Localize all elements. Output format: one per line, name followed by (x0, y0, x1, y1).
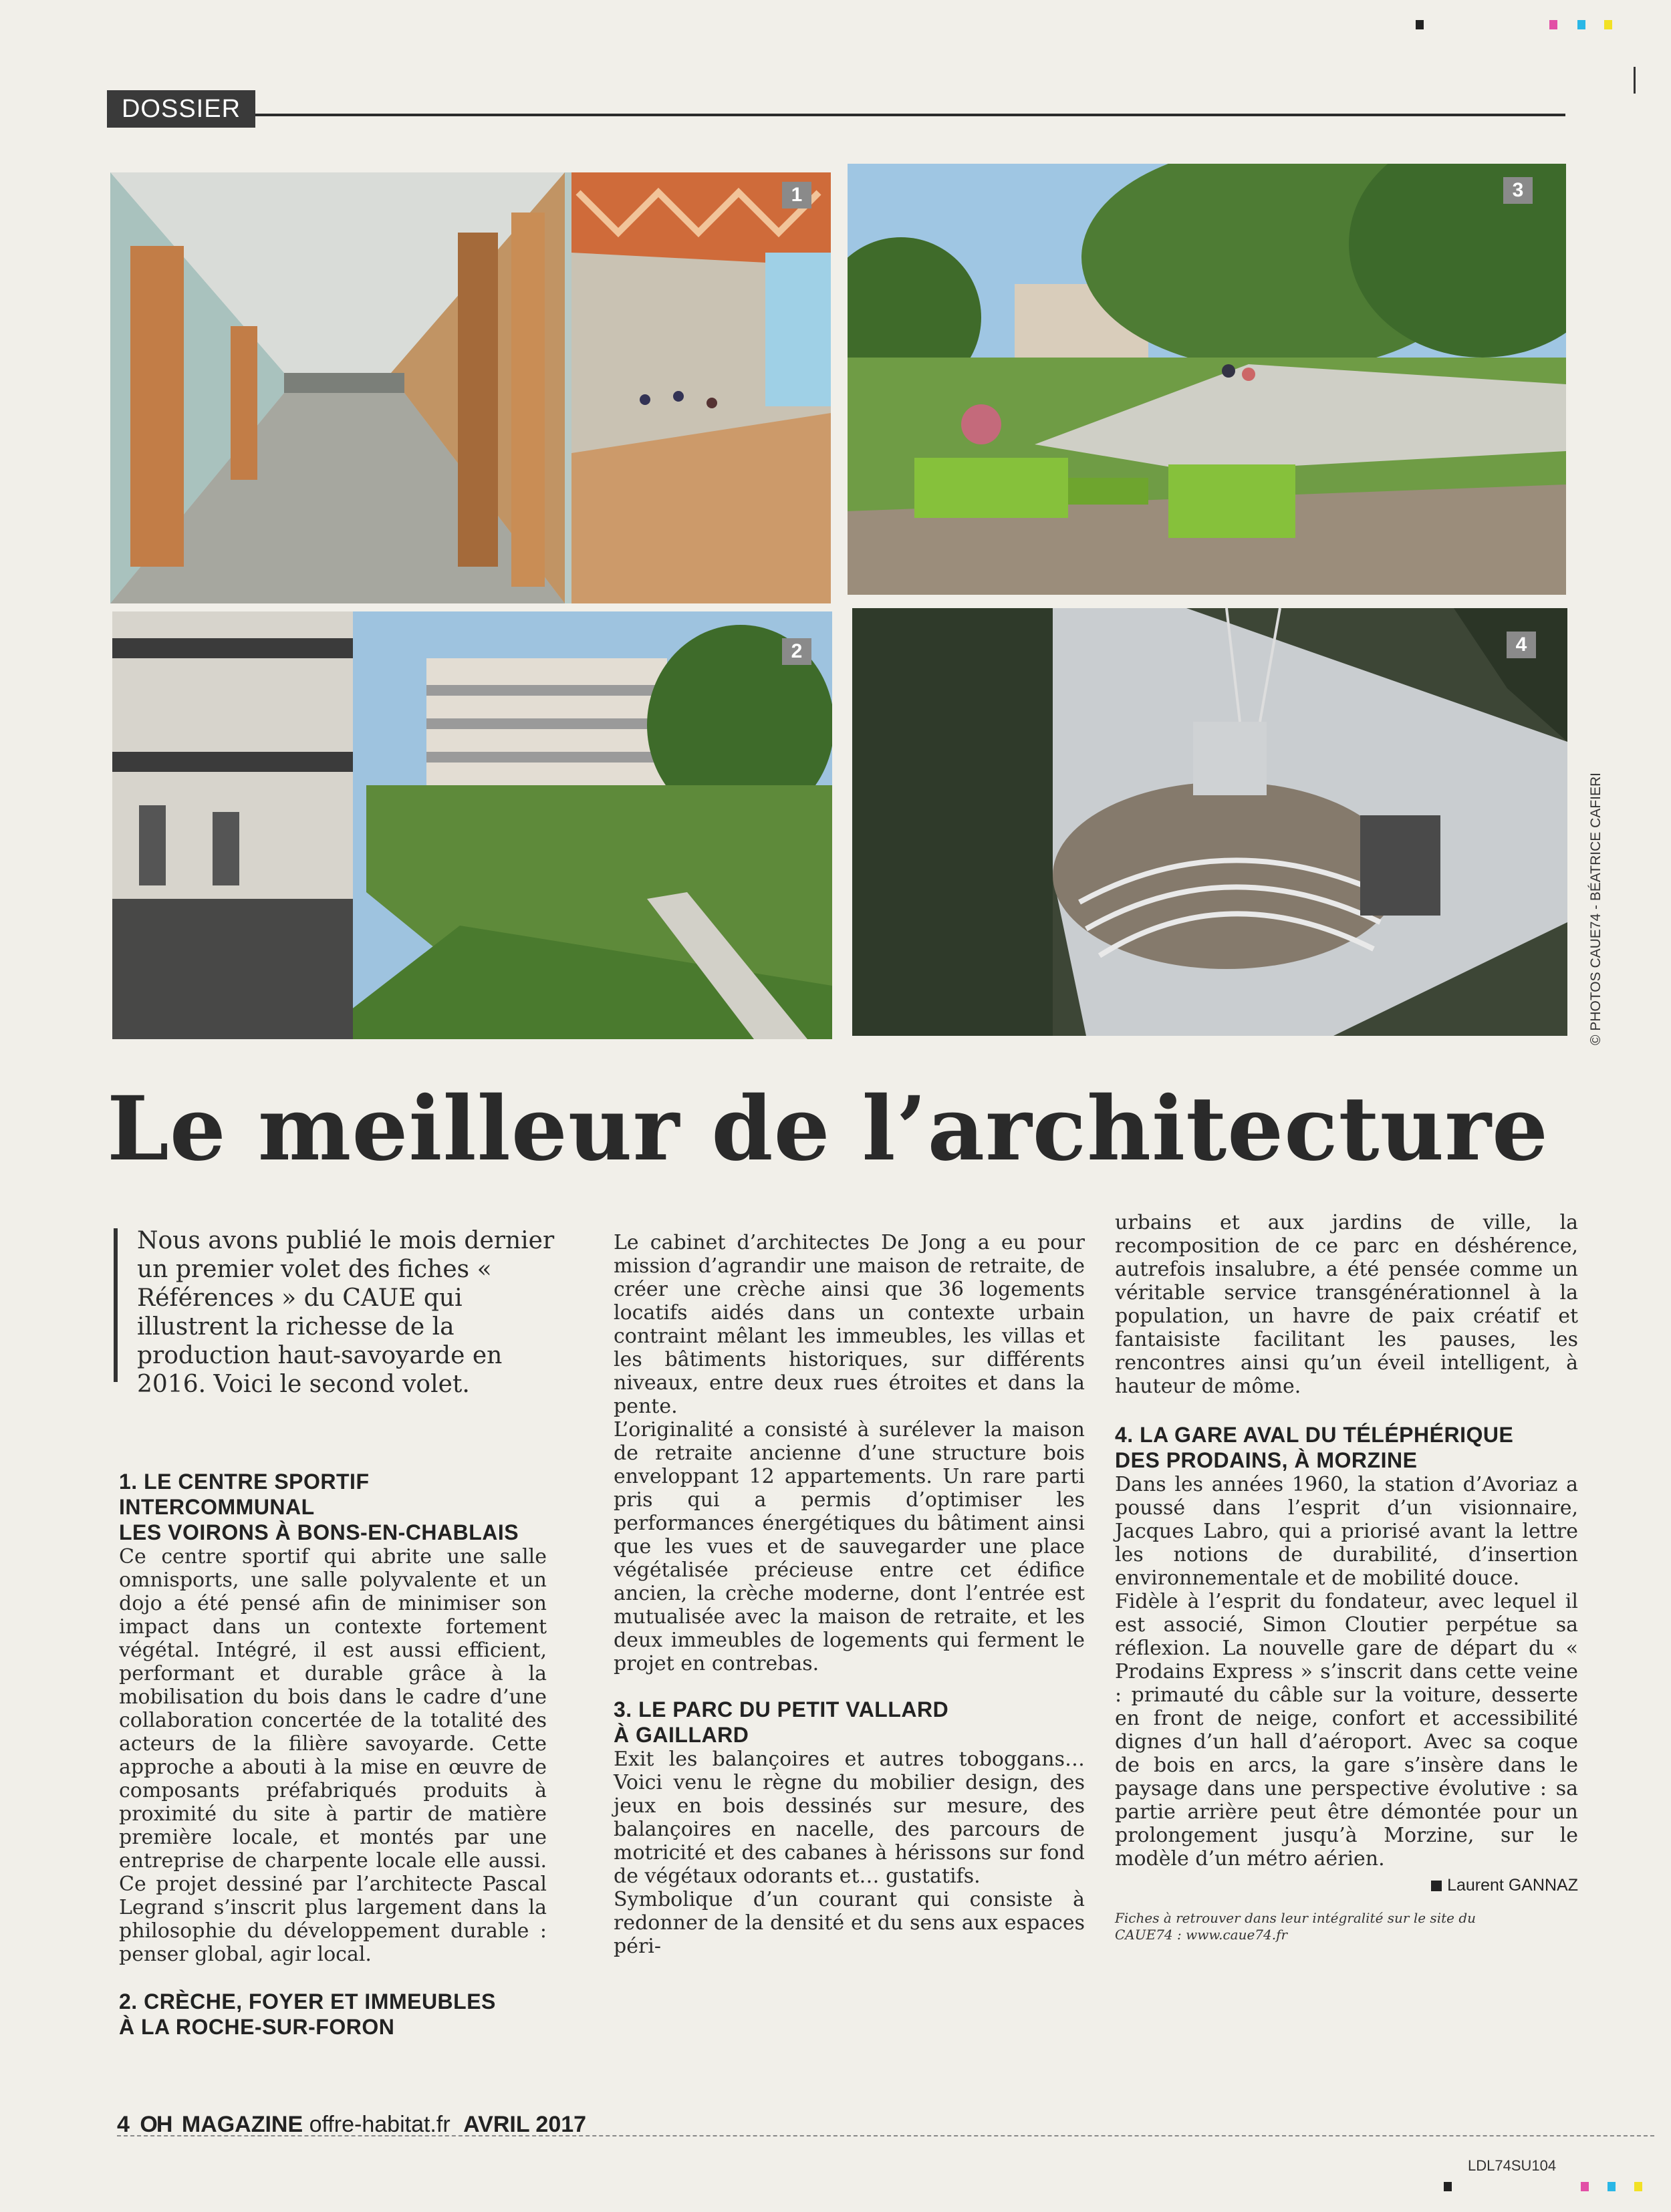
photo-park (848, 164, 1566, 595)
magazine-name: MAGAZINE (181, 2112, 303, 2137)
page-number: 4 (117, 2112, 130, 2137)
header-rule (255, 114, 1565, 116)
section-tag: DOSSIER (107, 90, 255, 128)
headline: Le meilleur de l’architecture (107, 1077, 1549, 1181)
section-title: 1. LE CENTRE SPORTIF INTERCOMMUNAL (119, 1470, 370, 1519)
issue-date: AVRIL 2017 (463, 2112, 587, 2137)
intro-bar (114, 1228, 118, 1382)
section-paragraph: Dans les années 1960, la station d’Avoriaz a poussé dans l’esprit d’un visionnaire, Jacques Labro, qui a priorisé avant la lettre les notions de durabilité, d’insertion environnementale et de mobilité douce. (1115, 1473, 1578, 1590)
column-2 (614, 1231, 1085, 1958)
section-title: 4. LA GARE AVAL DU TÉLÉPHÉRIQUE (1115, 1423, 1514, 1447)
section-title: À GAILLARD (614, 1723, 749, 1747)
section-title: LES VOIRONS À BONS-EN-CHABLAIS (119, 1520, 519, 1544)
section-paragraph: Fidèle à l’esprit du fondateur, avec lequel il est associé, Simon Cloutier perpétue sa réflexion. La nouvelle gare de départ du « Prodains Express » s’inscrit dans cette veine : primauté du câble sur la voiture, desserte en front de neige, confort et accessibilité dignes d’un hall d’aéroport. Avec sa coque de bois en arcs, la gare s’insère dans le paysage dans une perspective évolutive : sa partie arrière peut être démontée pour un prolongement jusqu’à Morzine, sur le modèle d’un métro aérien. (1115, 1590, 1578, 1871)
photo-number-badge: 3 (1503, 177, 1533, 204)
photo-number-badge: 2 (782, 638, 811, 665)
section-title: DES PRODAINS, À MORZINE (1115, 1448, 1418, 1472)
registration-mark (1608, 2182, 1616, 2191)
magazine-logo: OH (140, 2112, 172, 2137)
footer-rule (117, 2135, 1654, 2136)
margin-rule (1634, 67, 1636, 94)
byline: Laurent GANNAZ (1431, 1876, 1578, 1895)
registration-mark (1604, 20, 1612, 29)
page-footer (117, 2112, 586, 2138)
section-paragraph: L’originalité a consisté à surélever la maison de retraite ancienne d’une structure bois enveloppant 12 appartements. Un rare parti pris qui a permis d’optimiser les performances énergétiques du bâtiment ainsi que les vues et de sauvegarder une place végétalisée précieuse entre cet édifice ancien, la crèche moderne, dont l’entrée est mutualisée avec la maison de retraite, et les deux immeubles de logements qui ferment le projet en contrebas. (614, 1418, 1085, 1675)
registration-mark (1444, 2182, 1452, 2191)
section-title: 3. LE PARC DU PETIT VALLARD (614, 1697, 949, 1721)
photo-cable-car (852, 608, 1567, 1036)
photo-credit: © PHOTOS CAUE74 - BÉATRICE CAFIERI (1588, 773, 1603, 1045)
section-title: À LA ROCHE-SUR-FORON (119, 2015, 395, 2039)
site-name: offre-habitat.fr (309, 2112, 451, 2137)
registration-mark (1634, 2182, 1642, 2191)
section-1 (119, 1469, 547, 2040)
section-paragraph: Symbolique d’un courant qui consiste à redonner de la densité et du sens aux espaces péri- (614, 1888, 1085, 1958)
section-paragraph: Le cabinet d’architectes De Jong a eu pour mission d’agrandir une maison de retraite, de créer une crèche ainsi que 36 logements locatifs aidés dans un contexte urbain contraint mêlant les immeubles, les villas et les bâtiments historiques, sur différents niveaux, entre deux rues étroites et dans la pente. (614, 1231, 1085, 1418)
registration-mark (1416, 20, 1424, 29)
page-code: LDL74SU104 (1468, 2157, 1557, 2174)
section-paragraph: urbains et aux jardins de ville, la recomposition de ce parc en déshérence, autrefois insalubre, a été pensée comme un véritable service transgénérationnel à la population, un havre de paix créatif et fantaisiste facilitant les pauses, les rencontres ainsi qu’un éveil intelligent, à hauteur de môme. (1115, 1211, 1578, 1398)
photo-sports-centre (110, 172, 831, 603)
column-3 (1115, 1211, 1578, 1943)
footnote: Fiches à retrouver dans leur intégralité sur le site du CAUE74 : www.caue74.fr (1115, 1910, 1476, 1943)
section-title: 2. CRÈCHE, FOYER ET IMMEUBLES (119, 1989, 496, 2014)
section-paragraph: Exit les balançoires et autres toboggans… Voici venu le règne du mobilier design, des jeux en bois dessinés sur mesure, des balançoires en nacelle, des parcours de motricité et des cabanes à hérissons sur fond de végétaux odorants et… gustatifs. (614, 1748, 1085, 1888)
section-paragraph: Ce centre sportif qui abrite une salle omnisports, une salle polyvalente et un dojo a été pensé afin de minimiser son impact dans un contexte fortement végétal. Intégré, il est aussi efficient, performant et durable grâce à la mobilisation du bois dans le cadre d’une collaboration concertée de la totalité des acteurs de la filière savoyarde. Cette approche a abouti à la mise en œuvre de composants préfabriqués produits à proximité du site à partir de matière première locale, et montés par une entreprise de charpente locale elle aussi. Ce projet dessiné par l’architecte Pascal Legrand s’inscrit plus largement dans la philosophie du développement durable : penser global, agir local. (119, 1545, 547, 1966)
photo-housing (112, 611, 832, 1039)
registration-mark (1581, 2182, 1589, 2191)
registration-mark (1549, 20, 1557, 29)
photo-number-badge: 4 (1507, 632, 1536, 658)
intro-paragraph: Nous avons publié le mois dernier un premier volet des fiches « Références » du CAUE qui illustrent la richesse de la production haut-savoyarde en 2016. Voici le second volet. (137, 1227, 555, 1398)
registration-mark (1577, 20, 1585, 29)
photo-number-badge: 1 (782, 182, 811, 209)
